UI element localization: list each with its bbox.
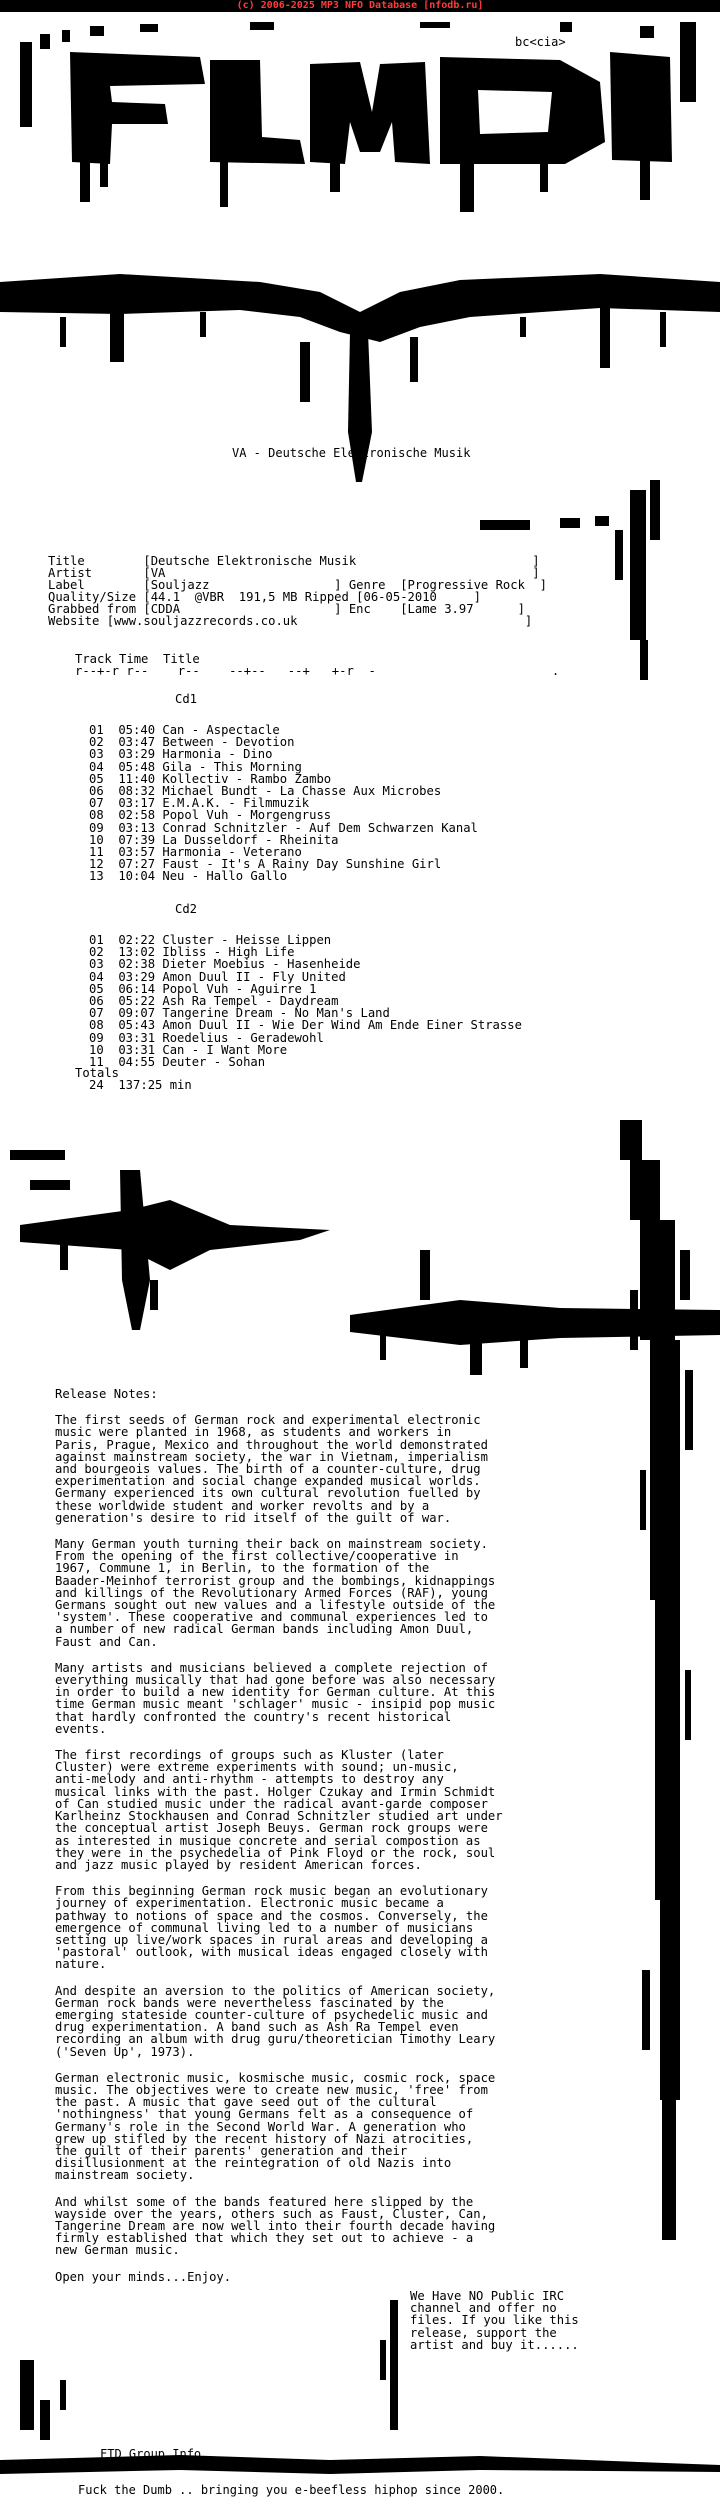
notes-paragraph: The first recordings of groups such as Kluster (later Cluster) were extreme experiments with sound; un-music, anti-melody and anti-rhythm - attempts to destroy any musical links with the past. Holger Czukay and Irmin Schmidt of Can studied music under the radical avant-garde composer Karlheinz Stockhausen and Conrad Schnitzler studied art under the conceptual artist Joseph Beuys. German rock groups were as interested in musique concrete and serial compostion as they were in the psychedelia of Pink Floyd or the rock, soul and jazz music played by resident American forces.	[55, 1748, 503, 1872]
track-row: 05 06:14 Popol Vuh - Aguirre 1	[89, 981, 317, 996]
track-row: 08 05:43 Amon Duul II - Wie Der Wind Am Ende Einer Strasse	[89, 1018, 522, 1033]
notes-paragraph: Many German youth turning their back on mainstream society. From the opening of the first collective/cooperative in 1967, Commune 1, in Berlin, to the formation of the Baader-Meinhof terrorist group and the bombings, kidnappings and killings of the Revolutionary Armed Forces (RAF), young Germans sought out new values and a lifestyle outside of the 'system'. These cooperative and communal experiences led to a number of new radical German bands including Amon Duul, Faust and Can.	[55, 1537, 496, 1649]
copyright-bar	[0, 0, 720, 12]
proudly-text: Proudly	[140, 289, 191, 303]
notes-paragraphs	[55, 1414, 615, 2283]
notes-paragraph: Many artists and musicians believed a complete rejection of everything musically that had gone before was also necessary in order to build a new identity for German culture. At this time German music meant 'schlager' music - insipid pop music that hardly confronted the country's recent historical events.	[55, 1660, 496, 1736]
track-row: 02 13:02 Ibliss - High Life	[89, 945, 295, 960]
info-line: Website [www.souljazzrecords.co.uk ]	[48, 614, 533, 628]
notes-paragraph: From this beginning German rock music began an evolutionary journey of experimentation. Electronic music became a pathway to notions of space and the cosmos. Conversely, the emergence of communal living led to a number of musicians setting up live/work spaces in rural areas and developing a 'pastoral' outlook, with musical ideas engaged closely with nature.	[55, 1884, 488, 1972]
track-row: 09 03:13 Conrad Schnitzler - Auf Dem Schwarzen Kanal	[89, 820, 478, 835]
info-line: Label [Souljazz ] Genre [Progressive Rock ]	[48, 578, 547, 592]
track-row: 03 02:38 Dieter Moebius - Hasenheide	[89, 957, 361, 972]
notes-paragraph: And whilst some of the bands featured here slipped by the wayside over the years, others such as Faust, Cluster, Can, Tangerine Dream are now well into their fourth decade having firmly established that which they set out to achieve - a new German music.	[55, 2194, 496, 2258]
notes-paragraph: German electronic music, kosmische music, cosmic rock, space music. The objectives were to create new music, 'free' from the past. A music that gave seed out of the cultural 'nothingness' that young Germans felt as a consequence of Germany's role in the Second World War. A generation who grew up stifled by the recent history of Nazi atrocities, the guilt of their parents' generation and their disillusionment at the reintegration of old Nazis into mainstream society.	[55, 2070, 496, 2183]
release-headline: VA - Deutsche Elektronische Musik	[232, 446, 471, 460]
release-notes	[55, 1388, 615, 2297]
signature: bc<cia>	[515, 35, 566, 49]
notes-paragraph: Open your minds...Enjoy.	[55, 2269, 232, 2284]
tagline: Fuck the Dumb .. bringing you e-beefless hiphop since 2000.	[78, 2483, 505, 2497]
track-row: 06 05:22 Ash Ra Tempel - Daydream	[89, 994, 339, 1008]
track-row: 06 08:32 Michael Bundt - La Chasse Aux Microbes	[89, 784, 442, 798]
group-info: FTD Group Info	[100, 2447, 202, 2461]
presents-text: Presents	[478, 289, 536, 303]
info-line: Artist [VA ]	[48, 566, 540, 580]
track-row: 01 02:22 Cluster - Heisse Lippen	[89, 933, 332, 947]
irc-notice: We Have NO Public IRC channel and offer no files. If you like this release, support the artist and buy it......	[410, 2289, 579, 2352]
totals-label: Totals	[75, 1066, 120, 1080]
tracklist-rule: r--+-r r-- r-- --+-- --+ +-r - .	[75, 664, 560, 678]
totals-value: 24 137:25 min	[89, 1078, 192, 1092]
cd1-label: Cd1	[175, 692, 198, 706]
track-row: 07 03:17 E.M.A.K. - Filmmuzik	[89, 796, 310, 811]
cd2-label: Cd2	[175, 902, 198, 916]
info-line: Quality/Size [44.1 @VBR 191,5 MB Ripped [06-05-2010 ]	[48, 590, 481, 604]
track-row: 11 03:57 Harmonia - Veterano	[89, 845, 302, 859]
notes-paragraph: And despite an aversion to the politics of American society, German rock bands were nevertheless fascinated by the emerging stateside counter-culture of psychedelic music and drug experimentation. A band such as Ash Ra Tempel even recording an album with drug guru/theoretician Timothy Leary ('Seven Up', 1973).	[55, 1983, 496, 2059]
track-row: 02 03:47 Between - Devotion	[89, 735, 295, 750]
track-row: 10 07:39 La Dusseldorf - Rheinita	[89, 832, 339, 847]
track-row: 11 04:55 Deuter - Sohan	[89, 1055, 266, 1069]
track-row: 09 03:31 Roedelius - Geradewohl	[89, 1030, 324, 1045]
track-row: 01 05:40 Can - Aspectacle	[89, 723, 280, 737]
track-row: 04 03:29 Amon Duul II - Fly United	[89, 969, 346, 984]
track-row: 13 10:04 Neu - Hallo Gallo	[89, 869, 288, 884]
track-row: 05 11:40 Kollectiv - Rambo Zambo	[89, 771, 332, 786]
track-row: 08 02:58 Popol Vuh - Morgengruss	[89, 808, 332, 823]
info-line: Title [Deutsche Elektronische Musik ]	[48, 554, 540, 568]
track-row: 03 03:29 Harmonia - Dino	[89, 747, 273, 762]
track-row: 12 07:27 Faust - It's A Rainy Day Sunshine Girl	[89, 857, 442, 872]
copyright-text: (c) 2006-2025 MP3 NFO Database [nfodb.ru]	[236, 0, 484, 11]
notes-heading: Release Notes:	[55, 1387, 158, 1401]
info-line: Grabbed from [CDDA ] Enc [Lame 3.97 ]	[48, 602, 525, 616]
track-row: 04 05:48 Gila - This Morning	[89, 759, 302, 774]
track-row: 07 09:07 Tangerine Dream - No Man's Land	[89, 1006, 390, 1021]
notes-paragraph: The first seeds of German rock and experimental electronic music were planted in 1968, as students and workers in Paris, Prague, Mexico and throughout the world demonstrated against mainstream society, the war in Vietnam, imperialism and bourgeois values. The birth of a counter-culture, drug experimentation and social change expanded musical worlds. Germany experienced its own cultural revolution fuelled by these worldwide student and worker revolts and by a generation's desire to rid itself of the guilt of war.	[55, 1413, 488, 1525]
track-row: 10 03:31 Can - I Want More	[89, 1042, 288, 1057]
tracklist-header: Track Time Title	[75, 652, 200, 666]
